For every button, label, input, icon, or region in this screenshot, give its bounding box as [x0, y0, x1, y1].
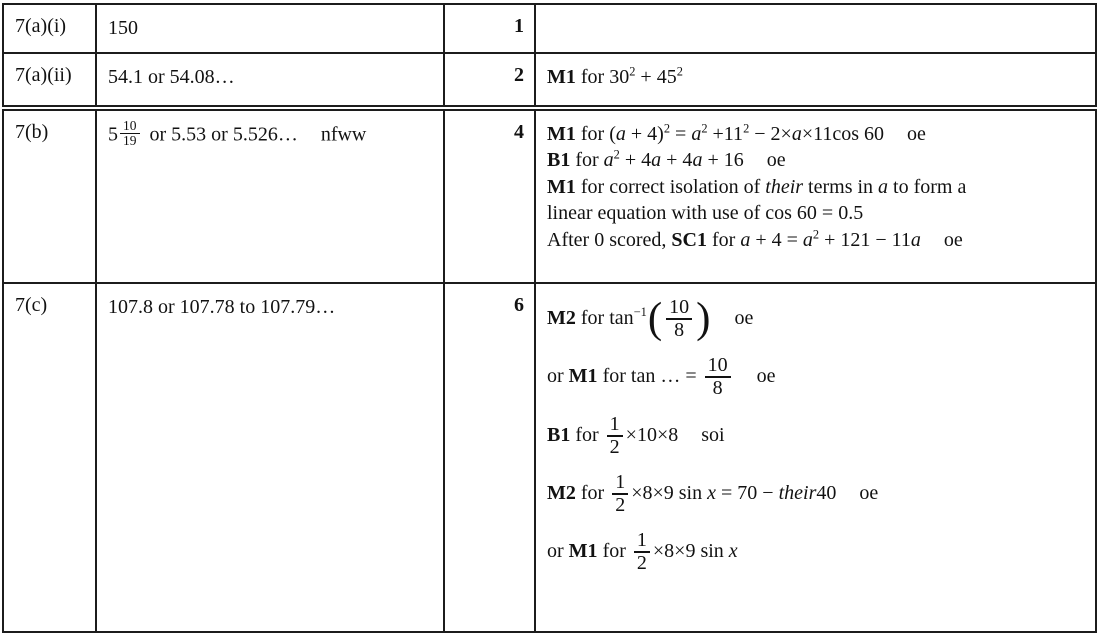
partial-marks-cell	[535, 283, 1096, 632]
question-number: 7(a)(ii)	[15, 64, 72, 87]
answer-line	[108, 294, 433, 321]
guidance-line	[547, 200, 1085, 227]
mark-code: SC1	[671, 229, 707, 252]
text-run: ×8×9 sin	[631, 481, 708, 504]
text-run: +11	[707, 122, 744, 145]
text-run: for	[706, 229, 741, 252]
text-run: + 45	[635, 66, 677, 89]
mark-code: M1	[547, 66, 576, 89]
text-run: ×11cos 60	[801, 122, 885, 145]
superscript: 2	[743, 121, 750, 135]
text-run: oe	[734, 306, 754, 329]
mark-code: M1	[568, 540, 598, 563]
text-run: + 4)	[625, 122, 664, 145]
text-run: oe	[943, 229, 963, 252]
text-run: oe	[859, 481, 879, 504]
italic-term: their	[778, 481, 817, 504]
mark-code: B1	[547, 423, 571, 446]
text-run: = 70 −	[716, 481, 779, 504]
text-run: for	[597, 540, 631, 563]
mark-code: M2	[547, 481, 576, 504]
answer-cell	[96, 108, 444, 283]
text-run: oe	[907, 122, 926, 145]
fraction	[634, 530, 650, 574]
marks-cell	[444, 53, 535, 107]
guidance-line	[547, 414, 1085, 458]
italic-term: a	[691, 122, 702, 145]
answer-line	[108, 64, 433, 91]
text-run: to form a	[888, 175, 967, 198]
fraction-denominator: 2	[609, 435, 620, 458]
mark-code: M1	[568, 364, 598, 387]
mark-code: M2	[547, 306, 576, 329]
guidance-line	[547, 121, 1085, 148]
text-run: for correct isolation of	[575, 175, 766, 198]
mark-code: B1	[547, 149, 571, 172]
fraction-numerator: 1	[634, 530, 650, 553]
italic-term: a	[802, 229, 813, 252]
text-run: 5	[108, 123, 118, 146]
superscript: 2	[613, 147, 620, 162]
italic-term: a	[878, 175, 889, 198]
text-run: + 4	[619, 149, 652, 172]
question-cell	[3, 4, 96, 53]
marks-cell	[444, 108, 535, 283]
fraction-denominator: 8	[674, 318, 685, 341]
fraction-numerator: 10	[666, 297, 692, 320]
superscript: 2	[812, 227, 820, 242]
question-cell	[3, 108, 96, 283]
superscript: 2	[701, 121, 708, 135]
text-run: + 4 =	[750, 229, 803, 252]
fraction	[607, 414, 623, 458]
text-run: + 16	[702, 149, 744, 172]
text-run: =	[670, 122, 692, 145]
italic-term: x	[728, 540, 738, 563]
fraction-numerator: 1	[612, 472, 628, 495]
partial-marks-cell	[535, 108, 1096, 283]
fraction-numerator: 1	[607, 414, 623, 437]
question-number: 7(b)	[15, 120, 49, 143]
question-number: 7(a)(i)	[15, 15, 67, 37]
text-run: for	[570, 423, 604, 446]
fraction-denominator: 19	[123, 132, 137, 148]
text-run: nfww	[320, 123, 367, 146]
big-paren: (	[647, 294, 663, 342]
big-paren: )	[696, 294, 711, 342]
fraction-denominator: 8	[712, 377, 723, 400]
mark-scheme-row	[3, 108, 1096, 283]
marks-value: 6	[514, 293, 524, 316]
guidance-line	[547, 472, 1085, 516]
marks-cell	[444, 4, 535, 53]
superscript: −1	[633, 304, 647, 319]
fraction	[666, 297, 692, 341]
text-run: or	[547, 364, 569, 387]
text-run: for tan … =	[597, 364, 702, 387]
text-run: − 2×	[749, 122, 792, 145]
italic-term: a	[603, 149, 614, 172]
text-run: for	[575, 481, 610, 504]
italic-term: a	[910, 229, 921, 252]
answer-cell	[96, 4, 444, 53]
text-run: 40	[816, 481, 837, 504]
italic-term: their	[765, 175, 804, 198]
text-run: for tan	[575, 306, 634, 329]
italic-term: a	[651, 149, 662, 172]
answer-line	[108, 15, 433, 42]
text-run: oe	[756, 364, 776, 387]
text-run: ×8×9 sin	[652, 540, 729, 563]
fraction-denominator: 2	[615, 494, 626, 517]
italic-term: a	[740, 229, 751, 252]
mark-scheme-row	[3, 283, 1096, 632]
guidance-line	[547, 174, 1085, 201]
mark-scheme-rows	[3, 4, 1096, 632]
mark-scheme-row	[3, 4, 1096, 53]
answer-cell	[96, 283, 444, 632]
mark-scheme-table	[2, 3, 1097, 633]
mark-code: M1	[547, 175, 576, 198]
guidance-line	[547, 294, 1085, 342]
text-run: oe	[766, 149, 786, 172]
superscript: 2	[663, 121, 671, 135]
fraction-numerator: 10	[705, 355, 731, 378]
answer-line	[108, 117, 433, 151]
question-number: 7(c)	[15, 293, 48, 316]
text-run: soi	[701, 423, 725, 446]
marks-cell	[444, 283, 535, 632]
italic-term: a	[791, 122, 802, 145]
question-cell	[3, 283, 96, 632]
fraction	[612, 472, 628, 516]
fraction-denominator: 2	[636, 552, 647, 575]
text-run: linear equation with use of cos 60 = 0.5	[547, 202, 864, 225]
text-run: for 30	[575, 66, 630, 89]
marks-value: 2	[514, 64, 524, 87]
superscript: 2	[629, 64, 636, 79]
text-run: 150	[108, 17, 138, 39]
text-run: 107.8 or 107.78 to 107.79…	[108, 295, 336, 318]
text-run: for	[570, 149, 604, 172]
guidance-line	[547, 147, 1085, 174]
guidance-line	[547, 355, 1085, 399]
text-run: 54.1 or 54.08…	[108, 66, 235, 89]
italic-term: a	[692, 149, 703, 172]
text-run: + 4	[661, 149, 693, 172]
italic-term: a	[615, 122, 626, 145]
text-run: or	[547, 540, 569, 563]
italic-term: x	[707, 481, 717, 504]
answer-cell	[96, 53, 444, 107]
text-run: After 0 scored,	[547, 229, 672, 252]
text-run: + 121 − 11	[819, 229, 911, 252]
mark-scheme-row	[3, 53, 1096, 107]
fraction	[120, 119, 140, 149]
fraction-numerator: 10	[120, 119, 140, 134]
partial-marks-cell	[535, 4, 1096, 53]
mark-code: M1	[547, 122, 576, 145]
text-run: terms in	[803, 175, 879, 198]
guidance-line	[547, 530, 1085, 574]
guidance-line	[547, 227, 1085, 254]
marks-value: 1	[514, 15, 524, 37]
marks-value: 4	[514, 120, 524, 143]
question-cell	[3, 53, 96, 107]
superscript: 2	[676, 64, 683, 79]
text-run: ×10×8	[625, 423, 679, 446]
partial-marks-cell	[535, 53, 1096, 107]
text-run: for (	[575, 122, 616, 145]
guidance-line	[547, 64, 1085, 91]
fraction	[705, 355, 731, 399]
text-run: or 5.53 or 5.526…	[144, 123, 298, 146]
